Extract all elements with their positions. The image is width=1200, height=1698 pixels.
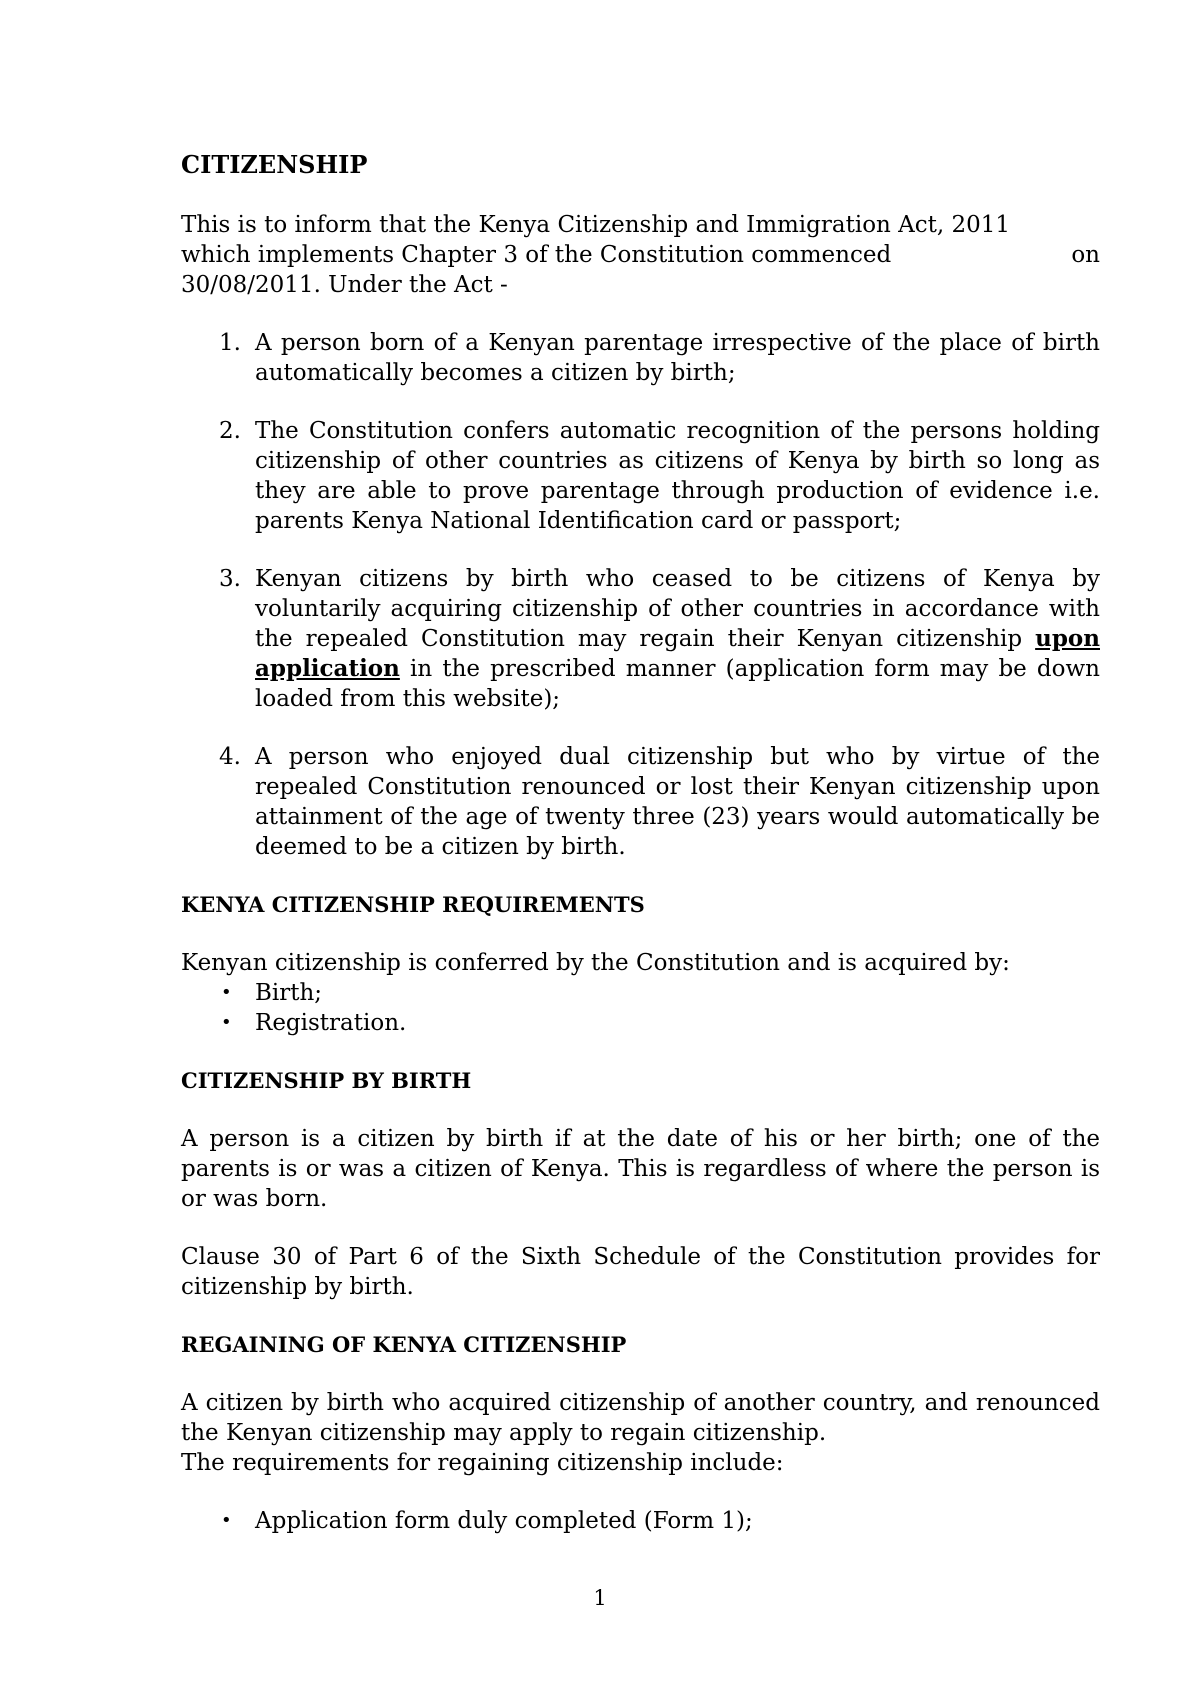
act-point-text: The Constitution confers automatic recognition of the persons holding citizenship of other countries as citizens of Kenya by birth so long as they are able to prove parentage through production of evidence i.e. parents Kenya National Identification card or passport; xyxy=(255,418,1100,534)
intro-line-2-right: on xyxy=(1071,242,1100,268)
act-point-text: A person who enjoyed dual citizenship but who by virtue of the repealed Constitution renounced or lost their Kenyan citizenship upon attainment of the age of twenty three (23) years would automatically be deemed to be a citizen by birth. xyxy=(255,744,1100,860)
act-point-text-after: in the prescribed manner (application form may be down loaded from this website); xyxy=(255,656,1100,712)
act-point-3 xyxy=(181,564,1100,714)
requirements-heading: KENYA CITIZENSHIP REQUIREMENTS xyxy=(181,892,645,917)
list-item xyxy=(181,1506,1100,1536)
list-number: 1. xyxy=(219,330,241,356)
list-number: 4. xyxy=(219,744,241,770)
act-point-1 xyxy=(181,328,1100,388)
upon-application-emphasis: upon application xyxy=(255,625,1100,682)
bullet-icon: • xyxy=(221,1510,232,1531)
act-point-text: A person born of a Kenyan parentage irrespective of the place of birth automatically becomes a citizen by birth; xyxy=(255,330,1100,386)
regaining-requirements-list xyxy=(181,1506,1100,1536)
intro-line-2-left: which implements Chapter 3 of the Constitution commenced xyxy=(181,242,892,268)
by-birth-heading: CITIZENSHIP BY BIRTH xyxy=(181,1068,472,1093)
bullet-icon: • xyxy=(221,1012,232,1033)
act-point-2 xyxy=(181,416,1100,536)
intro-line-3: 30/08/2011. Under the Act - xyxy=(181,272,508,298)
page-number: 1 xyxy=(593,1586,607,1610)
list-number: 3. xyxy=(219,566,241,592)
list-item-text: Birth; xyxy=(255,980,323,1006)
act-points-list xyxy=(181,328,1100,862)
list-item xyxy=(181,978,1100,1008)
act-point-4 xyxy=(181,742,1100,862)
regaining-heading: REGAINING OF KENYA CITIZENSHIP xyxy=(181,1332,627,1357)
by-birth-paragraph-1: A person is a citizen by birth if at the date of his or her birth; one of the parents is or was a citizen of Kenya. This is regardless of where the person is or was born. xyxy=(181,1126,1100,1212)
intro-line-2 xyxy=(181,240,1100,270)
list-number: 2. xyxy=(219,418,241,444)
regaining-paragraph-1: A citizen by birth who acquired citizenship of another country, and renounced the Kenyan citizenship may apply to regain citizenship. xyxy=(181,1390,1100,1446)
intro-paragraph xyxy=(181,210,1100,300)
bullet-icon: • xyxy=(221,982,232,1003)
page-title: CITIZENSHIP xyxy=(181,150,368,179)
document-page xyxy=(181,140,1100,1564)
requirements-lead: Kenyan citizenship is conferred by the Constitution and is acquired by: xyxy=(181,950,1010,976)
list-item-text: Registration. xyxy=(255,1010,407,1036)
requirements-list xyxy=(181,978,1100,1038)
act-point-text-before: Kenyan citizens by birth who ceased to be citizens of Kenya by voluntarily acquiring citizenship of other countries in accordance with the repealed Constitution may regain their Kenyan citizenship xyxy=(255,566,1100,652)
regaining-paragraph-2: The requirements for regaining citizenship include: xyxy=(181,1450,784,1476)
list-item xyxy=(181,1008,1100,1038)
intro-line-1: This is to inform that the Kenya Citizenship and Immigration Act, 2011 xyxy=(181,212,1011,238)
by-birth-paragraph-2: Clause 30 of Part 6 of the Sixth Schedule of the Constitution provides for citizenship by birth. xyxy=(181,1244,1100,1300)
list-item-text: Application form duly completed (Form 1); xyxy=(255,1508,753,1534)
